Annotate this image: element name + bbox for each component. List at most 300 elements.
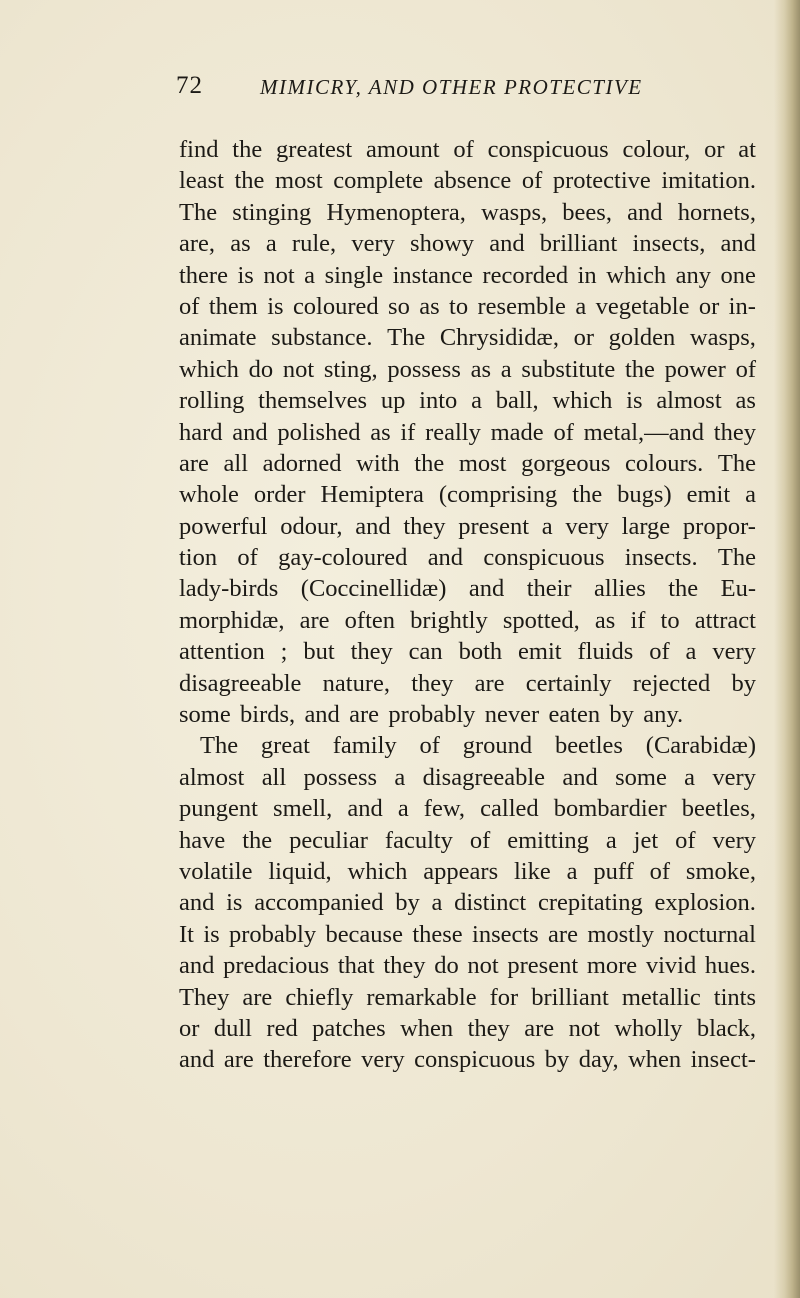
- word: of: [521, 167, 543, 195]
- word: explosion.: [654, 889, 756, 917]
- word: accompanied: [254, 889, 384, 917]
- text-line: [179, 856, 756, 887]
- word: probably: [229, 920, 317, 948]
- word: allies: [594, 575, 646, 603]
- body-text: [179, 134, 756, 1076]
- text-line: [179, 354, 756, 385]
- word: there: [179, 261, 228, 289]
- word: to: [449, 292, 469, 320]
- word: liquid,: [268, 857, 332, 885]
- word: they: [411, 669, 454, 697]
- word: absence: [433, 167, 512, 195]
- word: bugs): [617, 481, 672, 509]
- word: rule,: [291, 230, 337, 258]
- word: Chrysididæ,: [439, 324, 559, 352]
- word: tints: [713, 983, 756, 1011]
- word: wholly: [614, 1014, 683, 1042]
- word: the: [242, 826, 273, 854]
- word: which: [179, 355, 239, 383]
- word: few,: [423, 795, 466, 823]
- word: substance.: [271, 324, 373, 352]
- word: vivid: [645, 952, 697, 980]
- text-line: [179, 228, 756, 259]
- word: almost: [179, 763, 245, 791]
- word: appears: [423, 857, 499, 885]
- word: a: [575, 292, 587, 320]
- word: but: [303, 638, 335, 666]
- word: least: [179, 167, 224, 195]
- text-line: [179, 919, 756, 950]
- word: order: [253, 481, 306, 509]
- word: are: [223, 1046, 254, 1074]
- word: They: [179, 983, 230, 1011]
- text-line: [179, 887, 756, 918]
- word: bees,: [562, 198, 612, 226]
- word: find: [179, 136, 219, 163]
- word: whole: [179, 481, 239, 509]
- word: the: [624, 355, 655, 383]
- text-line: [179, 730, 756, 761]
- word: which: [606, 261, 667, 289]
- running-title: MIMICRY, AND OTHER PROTECTIVE: [260, 75, 643, 99]
- word: therefore: [263, 1046, 352, 1074]
- word: can: [408, 638, 443, 666]
- word: most: [275, 167, 323, 195]
- word: that: [337, 952, 375, 980]
- word: a: [684, 763, 696, 791]
- word: brilliant: [539, 230, 618, 258]
- word: and: [355, 512, 391, 540]
- word: do: [248, 355, 274, 383]
- word: conspicuous: [487, 136, 609, 163]
- text-line: [179, 260, 756, 291]
- word: are: [474, 669, 505, 697]
- word: predacious: [223, 952, 330, 980]
- word: smell,: [273, 795, 333, 823]
- word: attention: [179, 638, 265, 666]
- word: almost: [656, 387, 722, 415]
- word: sting,: [323, 355, 378, 383]
- text-line: [179, 479, 756, 510]
- word: animate: [179, 324, 257, 352]
- word: possess: [387, 355, 461, 383]
- word: the: [414, 449, 445, 477]
- word: they: [713, 418, 756, 446]
- word: insects: [472, 920, 539, 948]
- word: day,: [578, 1046, 619, 1074]
- word: rolling: [179, 387, 245, 415]
- word: very: [351, 230, 395, 258]
- word: a: [265, 230, 277, 258]
- word: which: [347, 857, 408, 885]
- word: complete: [333, 167, 424, 195]
- word: ball,: [495, 387, 539, 415]
- word: when: [628, 1046, 682, 1074]
- word: with: [356, 449, 400, 477]
- word: when: [400, 1014, 454, 1042]
- word: of: [675, 826, 696, 854]
- word: them: [208, 292, 258, 320]
- text-line: [179, 1013, 756, 1044]
- word: beetles,: [681, 795, 756, 823]
- word: are,: [179, 230, 216, 258]
- word: is: [267, 292, 284, 320]
- word: fluids: [577, 638, 634, 666]
- word: a: [605, 826, 617, 854]
- word: for: [489, 983, 519, 1011]
- word: ;: [280, 638, 288, 666]
- word: greatest: [276, 136, 353, 163]
- word: and: [179, 889, 215, 917]
- word: vegetable: [595, 292, 690, 320]
- word: very: [565, 512, 609, 540]
- word: of: [649, 857, 671, 885]
- word: so: [388, 292, 410, 320]
- word: very: [712, 763, 756, 791]
- word: as: [419, 292, 440, 320]
- word: often: [344, 606, 396, 634]
- word: not: [467, 952, 499, 980]
- word: instance: [392, 261, 473, 289]
- word: puff: [593, 857, 634, 885]
- word: as: [470, 355, 491, 383]
- word: jet: [633, 826, 659, 854]
- word: never: [484, 701, 540, 729]
- word: like: [513, 857, 551, 885]
- word: The: [717, 544, 756, 572]
- word: of: [649, 638, 670, 666]
- text-line: [179, 573, 756, 604]
- word: and: [468, 575, 505, 603]
- word: certainly: [525, 669, 612, 697]
- word: really: [425, 418, 481, 446]
- word: black,: [696, 1014, 756, 1042]
- word: spotted,: [502, 606, 580, 634]
- text-line: [179, 636, 756, 667]
- text-line: [179, 542, 756, 573]
- word: by: [544, 1046, 570, 1074]
- word: (Carabidæ): [645, 732, 756, 760]
- word: gorgeous: [521, 449, 611, 477]
- word: very: [712, 826, 756, 854]
- word: insects.: [624, 544, 698, 572]
- word: of: [419, 732, 440, 760]
- word: have: [179, 826, 226, 854]
- word: odour,: [280, 512, 343, 540]
- word: are: [349, 701, 380, 729]
- word: any.: [643, 701, 684, 729]
- word: are: [179, 449, 209, 477]
- word: and: [232, 418, 268, 446]
- word: insects,: [632, 230, 706, 258]
- word: family: [332, 732, 397, 760]
- word: stinging: [232, 198, 312, 226]
- word: and: [720, 230, 756, 258]
- word: called: [480, 795, 539, 823]
- word: probably: [388, 701, 476, 729]
- word: up: [380, 387, 406, 415]
- word: and: [179, 1046, 215, 1074]
- text-line: [179, 291, 756, 322]
- text-line: [179, 1044, 756, 1075]
- text-line: [179, 982, 756, 1013]
- word: and: [562, 763, 598, 791]
- text-line: [179, 417, 756, 448]
- word: the: [572, 481, 603, 509]
- word: not: [282, 355, 315, 383]
- word: the: [668, 575, 699, 603]
- text-line: [179, 793, 756, 824]
- text-line: [179, 762, 756, 793]
- word: brightly: [410, 606, 488, 634]
- word: very: [361, 1046, 405, 1074]
- word: smoke,: [685, 857, 756, 885]
- text-line: [179, 197, 756, 228]
- word: and: [304, 701, 340, 729]
- word: a: [541, 512, 553, 540]
- word: more: [586, 952, 638, 980]
- word: mostly: [587, 920, 655, 948]
- word: colours.: [625, 449, 704, 477]
- word: hard: [179, 418, 223, 446]
- word: beetles: [554, 732, 623, 760]
- word: a: [566, 857, 578, 885]
- word: and: [179, 952, 215, 980]
- word: they: [467, 1014, 510, 1042]
- word: (comprising: [438, 481, 558, 509]
- word: is: [237, 261, 254, 289]
- word: power: [664, 355, 726, 383]
- word: the: [232, 136, 263, 163]
- word: some: [615, 763, 667, 791]
- word: very: [712, 638, 756, 666]
- word: by: [395, 889, 420, 917]
- text-line: [179, 448, 756, 479]
- word: rejected: [632, 669, 711, 697]
- word: of: [453, 136, 474, 163]
- word: large: [621, 512, 671, 540]
- word: metallic: [621, 983, 701, 1011]
- word: hues.: [704, 952, 756, 980]
- word: substitute: [521, 355, 616, 383]
- word: crepitating: [537, 889, 643, 917]
- word: or: [698, 292, 720, 320]
- word: present: [507, 952, 579, 980]
- word: made: [490, 418, 544, 446]
- word: or: [179, 1014, 200, 1042]
- word: eaten: [548, 701, 601, 729]
- word: are: [299, 606, 330, 634]
- page-number: 72: [176, 72, 203, 99]
- word: to: [660, 606, 680, 634]
- word: because: [325, 920, 403, 948]
- word: in: [577, 261, 597, 289]
- word: It: [179, 920, 194, 948]
- word: as: [594, 606, 616, 634]
- word: do: [434, 952, 459, 980]
- word: wasps,: [481, 198, 548, 226]
- word: is: [626, 387, 643, 415]
- word: hornets,: [677, 198, 756, 226]
- word: The: [200, 732, 239, 760]
- word: red: [266, 1014, 298, 1042]
- word: of: [553, 418, 574, 446]
- word: disagreeable: [422, 763, 546, 791]
- word: at: [738, 136, 756, 163]
- word: of: [735, 355, 756, 383]
- word: their: [526, 575, 572, 603]
- word: pungent: [179, 795, 258, 823]
- word: distinct: [454, 889, 527, 917]
- word: conspicuous: [414, 1046, 536, 1074]
- word: gay-coloured: [278, 544, 408, 572]
- word: all: [261, 763, 287, 791]
- word: are: [242, 983, 273, 1011]
- word: and: [489, 230, 525, 258]
- word: single: [324, 261, 384, 289]
- word: amount: [366, 136, 440, 163]
- text-line: [179, 322, 756, 353]
- word: emit: [518, 638, 562, 666]
- word: a: [397, 795, 409, 823]
- word: birds,: [240, 701, 296, 729]
- word: and: [347, 795, 383, 823]
- word: a: [471, 387, 482, 415]
- word: by: [609, 701, 634, 729]
- word: volatile: [179, 857, 253, 885]
- word: of: [237, 544, 258, 572]
- word: which: [552, 387, 613, 415]
- word: bombardier: [553, 795, 667, 823]
- word: The: [717, 449, 756, 477]
- word: patches: [312, 1014, 386, 1042]
- word: if: [400, 418, 416, 446]
- word: Hemiptera: [320, 481, 424, 509]
- word: insect-: [690, 1046, 756, 1074]
- word: some: [179, 701, 231, 729]
- word: a: [431, 889, 443, 917]
- word: and: [427, 544, 464, 572]
- word: golden: [608, 324, 676, 352]
- word: propor-: [682, 512, 756, 540]
- word: they: [403, 512, 446, 540]
- word: Hymenoptera,: [326, 198, 466, 226]
- word: protective: [552, 167, 651, 195]
- word: powerful: [179, 512, 268, 540]
- word: coloured: [292, 292, 379, 320]
- word: the: [234, 167, 265, 195]
- text-line: [179, 165, 756, 196]
- word: great: [260, 732, 310, 760]
- word: tion: [179, 544, 218, 572]
- word: peculiar: [289, 826, 368, 854]
- word: are: [548, 920, 578, 948]
- word: The: [387, 324, 426, 352]
- word: by: [731, 669, 756, 697]
- word: a: [745, 481, 756, 509]
- text-line: [179, 950, 756, 981]
- word: nocturnal: [663, 920, 756, 948]
- word: these: [412, 920, 463, 948]
- page-header: [176, 72, 736, 102]
- word: as: [370, 418, 391, 446]
- word: adorned: [262, 449, 342, 477]
- word: into: [419, 387, 458, 415]
- word: disagreeable: [179, 669, 302, 697]
- word: as: [735, 387, 756, 415]
- word: they: [350, 638, 393, 666]
- word: lady-birds: [179, 575, 279, 603]
- word: imitation.: [661, 167, 756, 195]
- word: emitting: [507, 826, 589, 854]
- word: chiefly: [285, 983, 354, 1011]
- word: remarkable: [366, 983, 477, 1011]
- text-line: [179, 605, 756, 636]
- word: ground: [462, 732, 533, 760]
- word: dull: [213, 1014, 252, 1042]
- word: metal,—and: [583, 418, 705, 446]
- word: present: [458, 512, 530, 540]
- word: not: [568, 1014, 600, 1042]
- word: in-: [728, 292, 756, 320]
- word: a: [500, 355, 512, 383]
- word: as: [230, 230, 251, 258]
- word: of: [179, 292, 200, 320]
- word: of: [469, 826, 491, 854]
- text-line: [179, 699, 756, 730]
- word: not: [263, 261, 295, 289]
- text-line: [179, 511, 756, 542]
- word: brilliant: [531, 983, 609, 1011]
- word: possess: [303, 763, 378, 791]
- word: a: [304, 261, 316, 289]
- word: The: [179, 198, 218, 226]
- word: attract: [694, 606, 756, 634]
- word: Eu-: [720, 575, 756, 603]
- word: themselves: [258, 387, 368, 415]
- word: resemble: [477, 292, 566, 320]
- word: is: [203, 920, 220, 948]
- text-line: [179, 825, 756, 856]
- word: showy: [410, 230, 475, 258]
- word: is: [226, 889, 243, 917]
- text-line: [179, 134, 756, 165]
- word: polished: [277, 418, 361, 446]
- word: (Coccinellidæ): [300, 575, 447, 603]
- word: or: [704, 136, 725, 163]
- word: and: [627, 198, 663, 226]
- word: conspicuous: [483, 544, 605, 572]
- word: recorded: [482, 261, 569, 289]
- word: if: [630, 606, 646, 634]
- text-line: [179, 385, 756, 416]
- word: wasps,: [689, 324, 756, 352]
- word: emit: [686, 481, 731, 509]
- word: any: [675, 261, 711, 289]
- word: one: [720, 261, 756, 289]
- word: faculty: [384, 826, 453, 854]
- word: nature,: [322, 669, 390, 697]
- page-edge-shadow: [774, 0, 800, 1298]
- text-line: [179, 668, 756, 699]
- word: morphidæ,: [179, 606, 285, 634]
- word: or: [573, 324, 594, 352]
- word: most: [458, 449, 507, 477]
- word: they: [383, 952, 426, 980]
- word: are: [524, 1014, 555, 1042]
- word: both: [458, 638, 503, 666]
- word: a: [685, 638, 697, 666]
